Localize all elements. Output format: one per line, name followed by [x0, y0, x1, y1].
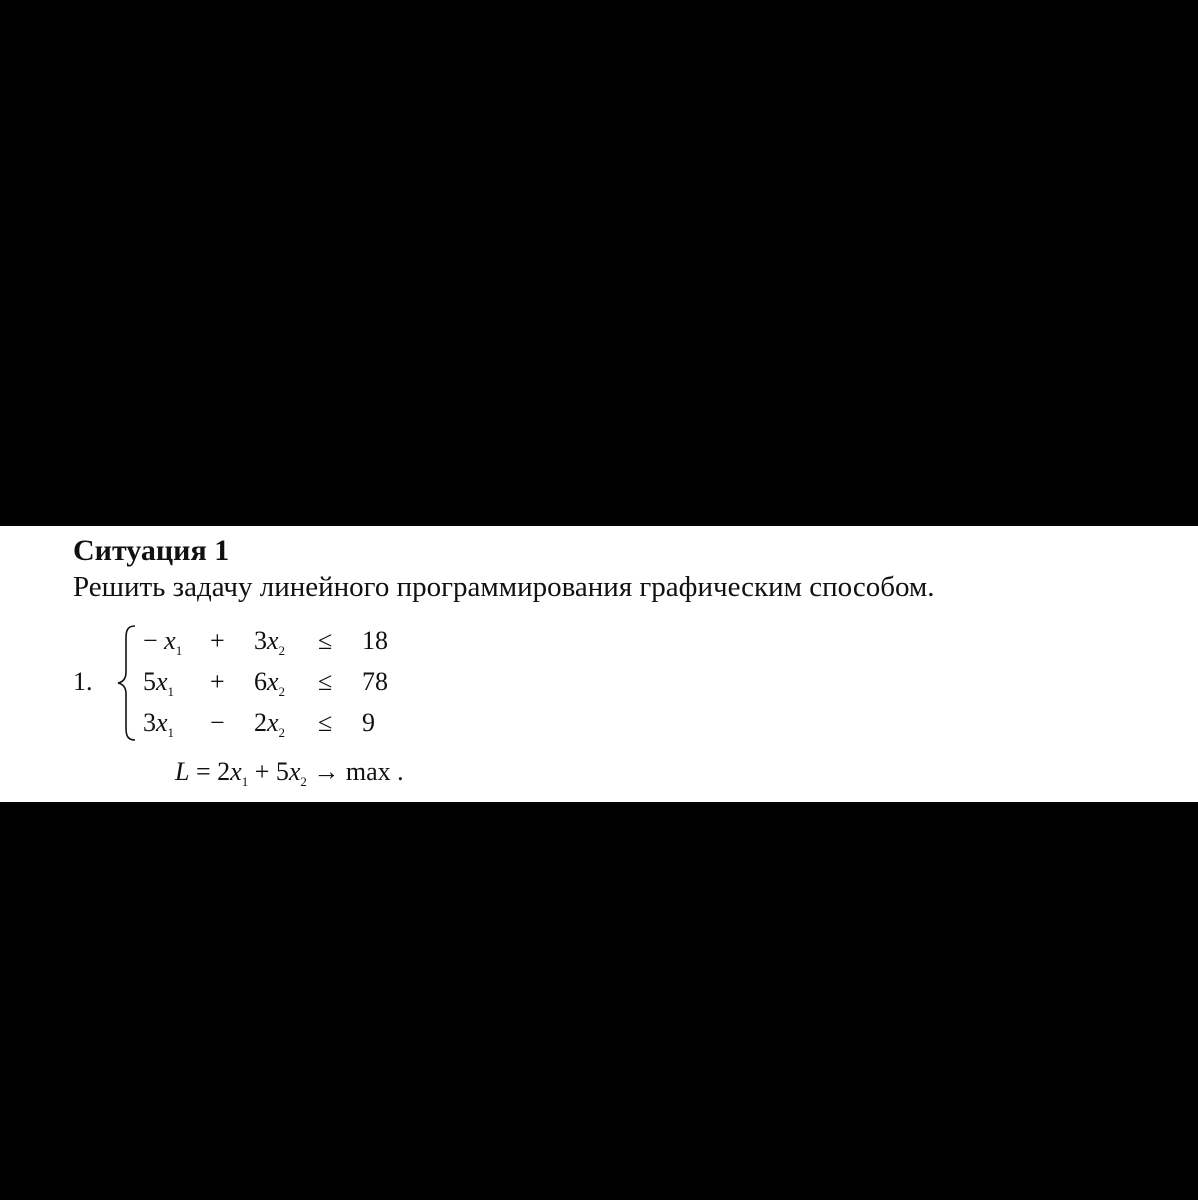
constraint-3-term-2: $2x_2$: [254, 708, 286, 740]
constraint-3-rhs: 9: [362, 708, 375, 737]
constraint-3-operator: −: [210, 708, 225, 737]
constraint-2-term-2: $6x_2$: [254, 667, 286, 699]
constraint-1-term-1: − $x_1$: [143, 626, 183, 658]
constraint-1-rhs: 18: [362, 626, 388, 655]
situation-heading: Ситуация 1: [73, 534, 230, 567]
constraint-2-relation: ≤: [318, 667, 333, 696]
constraint-1-term-2: $3x_2$: [254, 626, 286, 658]
constraint-1-relation: ≤: [318, 626, 333, 655]
constraint-2-term-1: $5x_1$: [143, 667, 175, 699]
constraint-1-operator: +: [210, 626, 225, 655]
problem-number: 1.: [73, 667, 93, 696]
constraint-2-rhs: 78: [362, 667, 388, 696]
objective-function: $L = 2x_1 + 5x_2 \to \max$ .: [175, 757, 404, 789]
constraint-3-relation: ≤: [318, 708, 333, 737]
constraint-2-operator: +: [210, 667, 225, 696]
constraint-3-term-1: $3x_1$: [143, 708, 175, 740]
task-statement: Решить задачу линейного программирования графическим способом.: [73, 571, 935, 603]
system-brace: [116, 624, 138, 742]
document-strip: [0, 526, 1198, 802]
